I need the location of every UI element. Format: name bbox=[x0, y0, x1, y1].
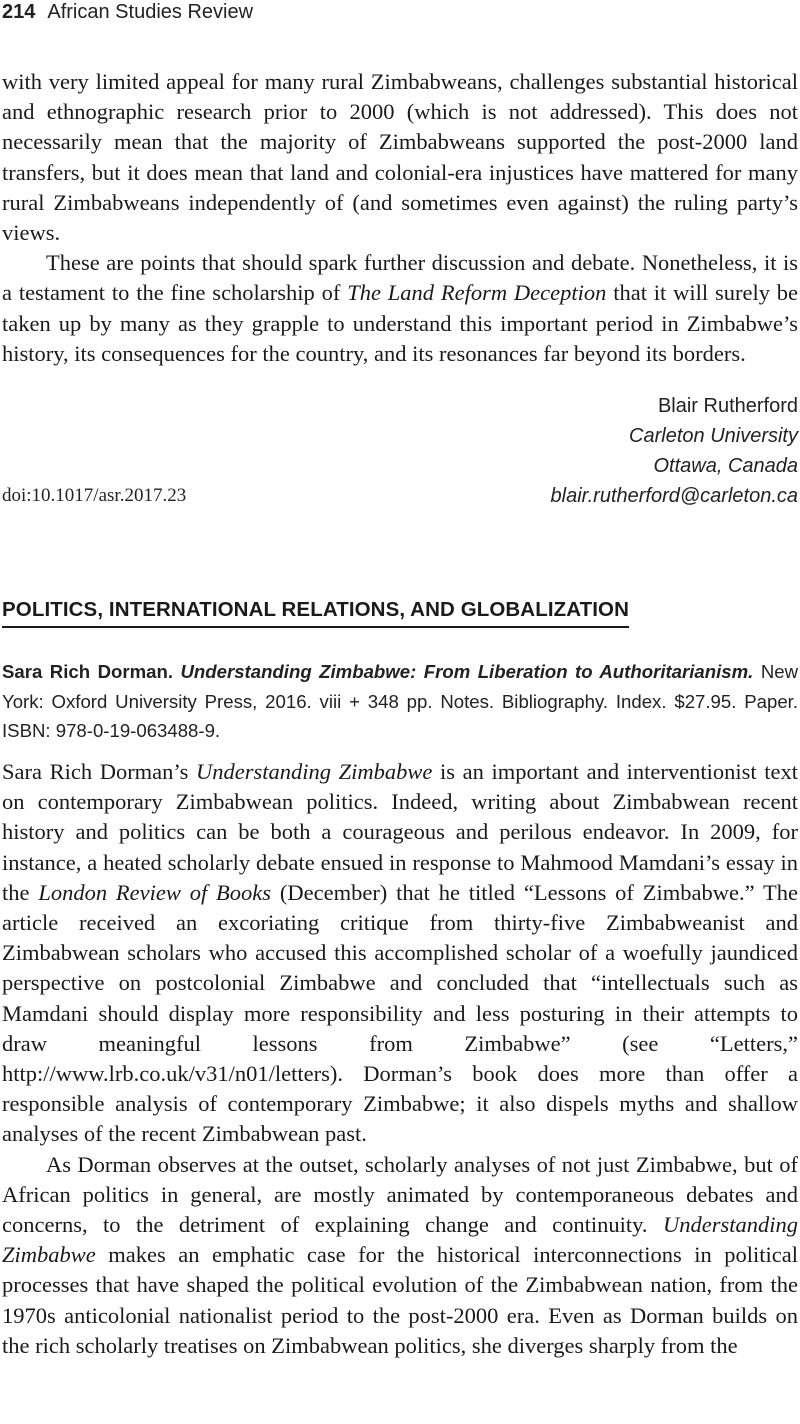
section-heading: POLITICS, INTERNATIONAL RELATIONS, AND GLOBALIZATION bbox=[2, 596, 629, 628]
journal-title-italic: London Review of Books bbox=[38, 879, 272, 905]
running-head bbox=[2, 0, 253, 26]
reviewer-location: Ottawa, Canada bbox=[653, 455, 798, 477]
book-title: Understanding Zimbabwe: From Liberation to Authoritarianism. bbox=[180, 661, 754, 682]
book-reference bbox=[2, 657, 798, 746]
reviewer-email: blair.rutherford@carleton.ca bbox=[550, 485, 798, 507]
previous-review-paragraph-2: These are points that should spark further discussion and debate. Nonetheless, it is a testament to the fine scholarship of The Land Reform Deception that it will surely be taken up by many as they grapple to understand this important period in Zimbabwe’s history, its consequences for the country, and its resonances far beyond its borders. bbox=[2, 250, 799, 366]
book-title-italic: Understanding Zimbabwe bbox=[196, 759, 433, 784]
previous-review-body bbox=[2, 67, 798, 369]
book-title-italic: The Land Reform Deception bbox=[347, 280, 607, 306]
reviewer-name: Blair Rutherford bbox=[657, 395, 798, 417]
review-body bbox=[2, 757, 798, 1361]
reviewer-signature bbox=[551, 391, 798, 511]
review-paragraph-2: As Dorman observes at the outset, scholarly analyses of not just Zimbabwe, but of African politics in general, are mostly animated by contemporaneous debates and concerns, to the detriment of explaining change and continuity. Understanding Zimbabwe makes an emphatic case for the historical interconnections in political processes that have shaped the political evolution of the Zimbabwean nation, from the 1970s anticolonial nationalist period to the post-2000 era. Even as Dorman builds on the rich scholarly treatises on Zimbabwean politics, she diverges sharply from the bbox=[2, 1151, 798, 1358]
book-title-italic: Understanding Zimbabwe bbox=[2, 1212, 798, 1268]
journal-title: African Studies Review bbox=[47, 1, 254, 23]
review-paragraph-1: Sara Rich Dorman’s Understanding Zimbabwe is an important and interventionist text on contemporary Zimbabwean politics. Indeed, writing about Zimbabwean recent history and politics can be both a courageous and perilous endeavor. In 2009, for instance, a heated scholarly debate ensued in response to Mahmood Mamdani’s essay in the London Review of Books (December) that he titled “Lessons of Zimbabwe.” The article received an excoriating critique from thirty-five Zimbabweanist and Zimbabwean scholars who accused this accomplished scholar of a woefully jaundiced perspective on postcolonial Zimbabwe and concluded that “intellectuals such as Mamdani should display more responsibility and less posturing in their attempts to draw meaningful lessons from Zimbabwe” (see “Letters,” http://www.lrb.co.uk/v31/n01/letters). Dorman’s book does more than offer a responsible analysis of contemporary Zimbabwe; it also dispels myths and shallow analyses of the recent Zimbabwean past. bbox=[2, 759, 799, 1147]
reviewer-institution: Carleton University bbox=[629, 425, 798, 447]
previous-review-paragraph-1: with very limited appeal for many rural Zimbabweans, challenges substantial historical and ethnographic research prior to 2000 (which is not addressed). This does not necessarily mean that the majority of Zimbabweans supported the post-2000 land transfers, but it does mean that land and colonial-era injustices have mattered for many rural Zimbabweans independently of (and sometimes even against) the ruling party’s views. bbox=[2, 69, 798, 246]
book-details: New York: Oxford University Press, 2016. viii + 348 pp. Notes. Bibliography. Index. $27.95. Paper. ISBN: 978-0-19-063488-9. bbox=[2, 661, 799, 741]
page-number: 214 bbox=[2, 1, 36, 23]
doi: doi:10.1017/asr.2017.23 bbox=[2, 485, 187, 506]
book-author: Sara Rich Dorman. bbox=[2, 661, 173, 682]
